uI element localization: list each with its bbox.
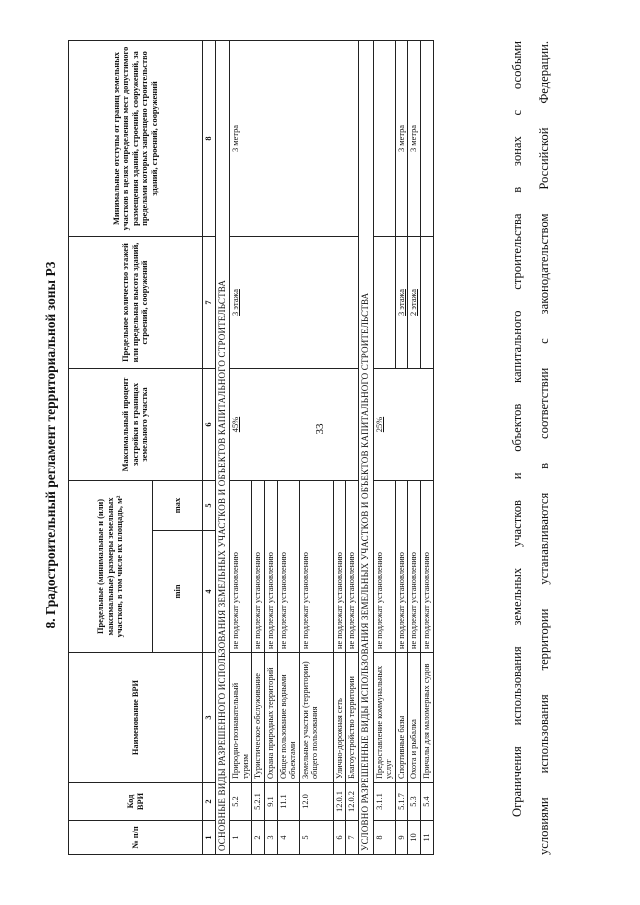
column-number: 5 [203, 481, 216, 531]
column-number: 3 [203, 653, 216, 783]
cell-setback: 3 метра [408, 41, 421, 237]
cell-floors: 3 этажа [230, 237, 359, 369]
cell-name: Предоставление коммунальных услуг [373, 653, 395, 783]
cell-size: не подлежат установлению [252, 481, 265, 653]
cell-num: 1 [230, 821, 252, 855]
cell-size: не подлежат установлению [230, 481, 252, 653]
column-number: 7 [203, 237, 216, 369]
cell-num: 5 [299, 821, 333, 855]
cell-size: не подлежат установлению [346, 481, 359, 653]
cell-name: Спортивные базы [395, 653, 408, 783]
cell-name: Охрана природных территорий [264, 653, 277, 783]
cell-num: 8 [373, 821, 395, 855]
section-heading-conditional: УСЛОВНО РАЗРЕШЕННЫЕ ВИДЫ ИСПОЛЬЗОВАНИЯ ЗЕМЕЛЬНЫХ УЧАСТКОВ И ОБЪЕКТОВ КАПИТАЛЬНОГО СТРОИТЕЛЬСТВА [358, 41, 373, 855]
cell-num: 7 [346, 821, 359, 855]
cell-size: не подлежат установлению [333, 481, 346, 653]
header-setbacks: Минимальные отступы от границ земельных участков в целях определения мест допустимого размещения зданий, строений, сооружений, за пределами которых запрещено строительство зданий, строений, сооружений [69, 41, 203, 237]
header-size: Предельные (минимальные и (или) максимальные) размеры земельных участков, в том числе их площадь, м² [69, 481, 153, 653]
cell-num: 4 [277, 821, 299, 855]
cell-name: Причалы для маломерных судов [420, 653, 433, 783]
cell-floors [373, 237, 395, 369]
header-min: min [153, 531, 203, 653]
footer-line-2: условиями использования территории устанавливаются в соответствии с законодательством Российской Федерации. [537, 41, 551, 855]
cell-code: 9.1 [264, 783, 277, 821]
regulation-table [68, 40, 434, 855]
section-heading-main: ОСНОВНЫЕ ВИДЫ РАЗРЕШЕННОГО ИСПОЛЬЗОВАНИЯ ЗЕМЕЛЬНЫХ УЧАСТКОВ И ОБЪЕКТОВ КАПИТАЛЬНОГО СТРОИТЕЛЬСТВА [215, 41, 230, 855]
cell-setback [373, 41, 395, 237]
cell-code: 11.1 [277, 783, 299, 821]
page-number: 33 [314, 423, 326, 435]
cell-name: Природно-познавательный туризм [230, 653, 252, 783]
cell-num: 9 [395, 821, 408, 855]
cell-num: 3 [264, 821, 277, 855]
cell-floors [420, 237, 433, 369]
cell-code: 3.1.1 [373, 783, 395, 821]
cell-setback: 3 метра [230, 41, 359, 237]
column-number: 4 [203, 531, 216, 653]
cell-num: 10 [408, 821, 421, 855]
cell-code: 12.0 [299, 783, 333, 821]
column-number: 1 [203, 821, 216, 855]
cell-code: 5.3 [408, 783, 421, 821]
cell-setback: 3 метра [395, 41, 408, 237]
cell-code: 5.2.1 [252, 783, 265, 821]
cell-num: 11 [420, 821, 433, 855]
cell-size: не подлежат установлению [408, 481, 421, 653]
cell-code: 5.2 [230, 783, 252, 821]
footer-note [504, 41, 558, 855]
cell-code: 5.4 [420, 783, 433, 821]
cell-size: не подлежат установлению [420, 481, 433, 653]
cell-code: 12.0.1 [333, 783, 346, 821]
cell-size: не подлежат установлению [395, 481, 408, 653]
cell-name: Общее пользование водными объектами [277, 653, 299, 783]
rotated-page-content [42, 35, 597, 855]
cell-floors: 3 этажа [395, 237, 408, 369]
header-max: max [153, 481, 203, 531]
document-title: 8. Градостроительный регламент территориальной зоны Р3 [43, 261, 58, 629]
cell-percent: 45% [230, 369, 359, 481]
cell-percent: 25% [373, 369, 433, 481]
cell-name: Туристическое обслуживание [252, 653, 265, 783]
cell-name: Улично-дорожная сеть [333, 653, 346, 783]
cell-num: 6 [333, 821, 346, 855]
cell-name: Охота и рыбалка [408, 653, 421, 783]
cell-name: Земельные участки (территории) общего пользования [299, 653, 333, 783]
cell-code: 12.0.2 [346, 783, 359, 821]
column-number: 8 [203, 41, 216, 237]
cell-name: Благоустройство территории [346, 653, 359, 783]
header-percent: Максимальный процент застройки в границах земельного участка [69, 369, 203, 481]
cell-size: не подлежат установлению [277, 481, 299, 653]
cell-setback [420, 41, 433, 237]
cell-size: не подлежат установлению [373, 481, 395, 653]
cell-code: 5.1.7 [395, 783, 408, 821]
table-row [230, 41, 252, 855]
header-num: № п/п [69, 821, 203, 855]
table-row [373, 41, 395, 855]
cell-floors: 2 этажа [408, 237, 421, 369]
cell-size: не подлежат установлению [299, 481, 333, 653]
column-number: 6 [203, 369, 216, 481]
footer-line-1: Ограничения использования земельных участков и объектов капитального строительства в зонах с особыми [510, 41, 524, 817]
cell-size: не подлежат установлению [264, 481, 277, 653]
cell-num: 2 [252, 821, 265, 855]
header-code: Код ВРИ [69, 783, 203, 821]
header-name: Наименование ВРИ [69, 653, 203, 783]
column-number: 2 [203, 783, 216, 821]
header-floors: Предельное количество этажей или предельная высота зданий, строений, сооружений [69, 237, 203, 369]
